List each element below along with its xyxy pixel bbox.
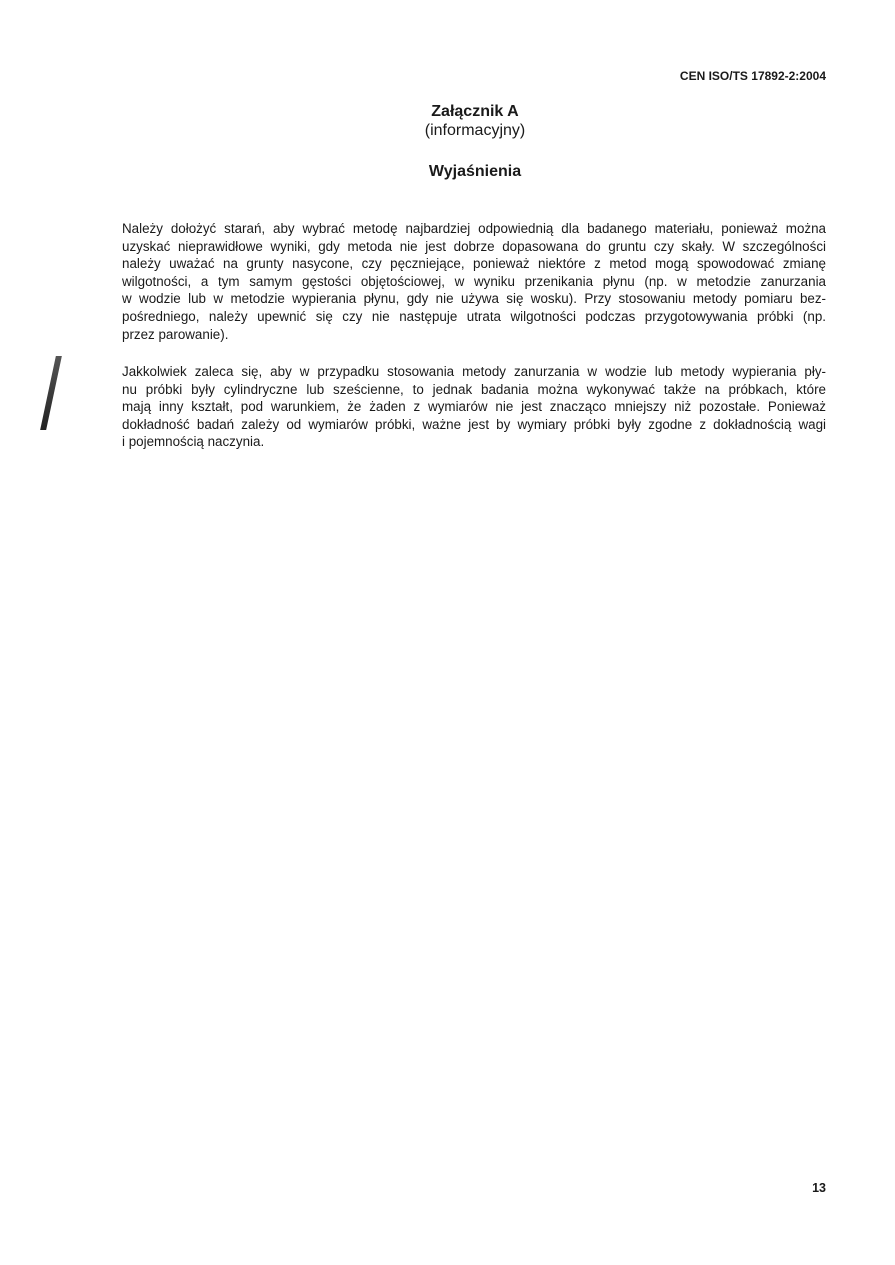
text-line: dokładność badań zależy od wymiarów próbki, ważne jest by wymiary próbki były zgodne z dokładnością wagi <box>122 416 826 432</box>
standard-id-header: CEN ISO/TS 17892-2:2004 <box>679 69 826 83</box>
text-line: nu próbki były cylindryczne lub sześcienne, to jednak badania można wykonywać także na próbkach, które <box>122 381 826 397</box>
text-line: pośredniego, należy upewnić się czy nie następuje utrata wilgotności podczas przygotowywania próbki (np. <box>122 308 826 324</box>
paragraph-1 <box>122 220 826 343</box>
page-number: 13 <box>812 1181 826 1195</box>
text-line: przez parowanie). <box>122 326 229 342</box>
text-line: wilgotności, a tym samym gęstości objętościowej, w wyniku przenikania płynu (np. w metodzie zanurzania <box>122 273 826 289</box>
text-line: Należy dołożyć starań, aby wybrać metodę najbardziej odpowiednią dla badanego materiału, ponieważ można <box>122 221 826 236</box>
text-line: uzyskać nieprawidłowe wyniki, gdy metoda nie jest dobrze dopasowana do gruntu czy skały. W szczególności <box>122 238 826 254</box>
text-line: Jakkolwiek zaleca się, aby w przypadku stosowania metody zanurzania w wodzie lub metody wypierania pły- <box>122 364 826 379</box>
paragraph-2 <box>122 363 826 451</box>
text-line: w wodzie lub w metodzie wypierania płynu, gdy nie używa się wosku). Przy stosowaniu metody pomiaru bez- <box>122 291 826 307</box>
text-line: należy uważać na grunty nasycone, czy pęczniejące, ponieważ niektóre z metod mogą spowodować zmianę <box>122 256 826 272</box>
section-heading: Wyjaśnienia <box>428 163 522 180</box>
annex-subtitle: (informacyjny) <box>424 122 526 139</box>
text-line: i pojemnością naczynia. <box>122 434 265 450</box>
annex-title: Załącznik A <box>431 103 519 120</box>
scan-artifact <box>40 356 62 430</box>
text-line: mają inny kształt, pod warunkiem, że żaden z wymiarów nie jest znacząco mniejszy niż pozostałe. Ponieważ <box>122 399 826 415</box>
